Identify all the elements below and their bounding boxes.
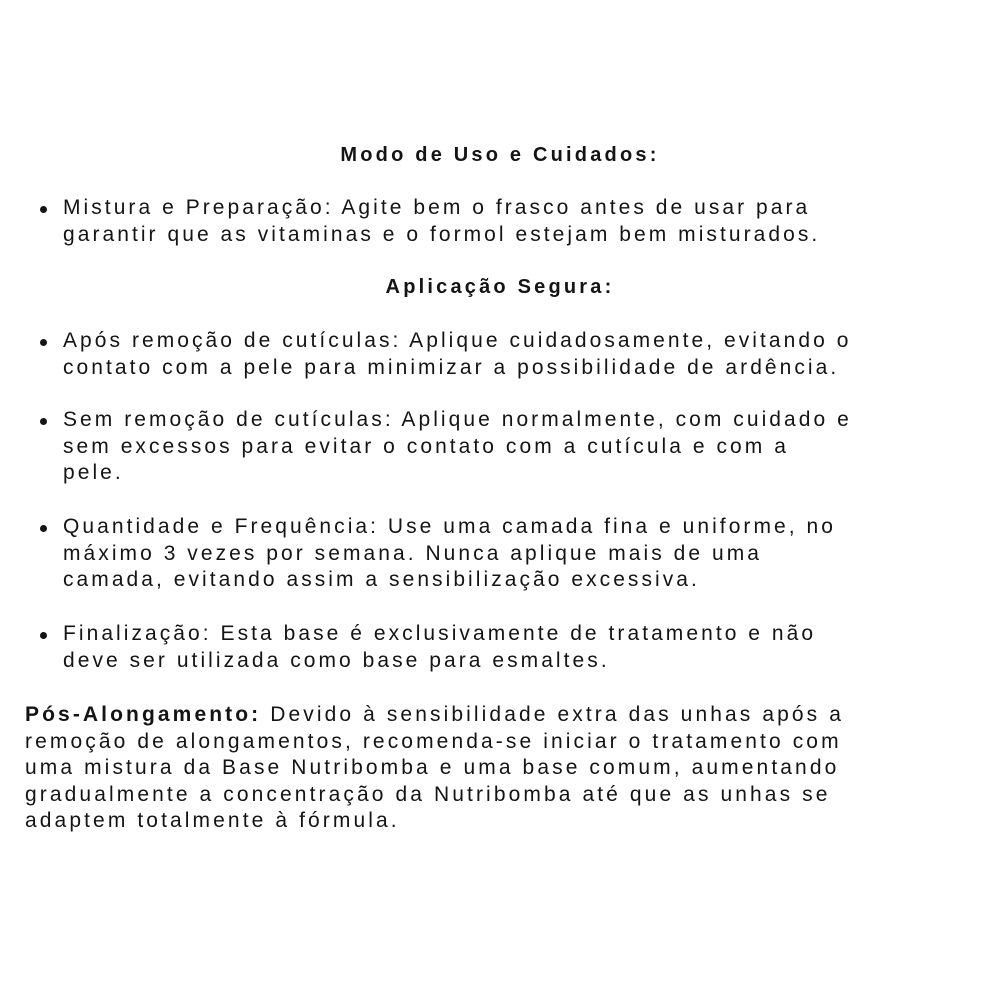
list-item-text bbox=[63, 195, 820, 248]
bullet-icon bbox=[40, 339, 47, 346]
bullet-icon bbox=[40, 632, 47, 639]
text-line: contato com a pele para minimizar a possibilidade de ardência. bbox=[63, 355, 840, 379]
text-line: Após remoção de cutículas: Aplique cuidadosamente, evitando o bbox=[63, 329, 852, 352]
list-item-quantity-frequency bbox=[40, 514, 985, 594]
text-line: adaptem totalmente à fórmula. bbox=[25, 809, 400, 832]
text-line: Sem remoção de cutículas: Aplique normalmente, com cuidado e bbox=[63, 408, 852, 431]
text-line: máximo 3 vezes por semana. Nunca aplique mais de uma bbox=[63, 541, 763, 565]
post-extension-label: Pós-Alongamento: bbox=[25, 703, 262, 726]
text-line: garantir que as vitaminas e o formol estejam bem misturados. bbox=[63, 222, 821, 246]
text-line: Mistura e Preparação: Agite bem o frasco antes de usar para bbox=[63, 196, 811, 219]
list-item-text bbox=[63, 328, 851, 381]
list-item-text bbox=[63, 407, 852, 487]
text-line: sem excessos para evitar o contato com a cutícula e com a bbox=[63, 434, 789, 458]
list-item-mixing bbox=[40, 195, 985, 248]
list-item-text bbox=[63, 621, 816, 674]
bullet-icon bbox=[40, 206, 47, 213]
list-item-finishing bbox=[40, 621, 985, 674]
list-item-without-cuticle-removal bbox=[40, 407, 985, 487]
text-line bbox=[25, 702, 985, 729]
text-line: camada, evitando assim a sensibilização excessiva. bbox=[63, 568, 700, 591]
section-title-usage-care: Modo de Uso e Cuidados: bbox=[340, 144, 660, 166]
text-line: Quantidade e Frequência: Use uma camada fina e uniforme, no bbox=[63, 515, 836, 538]
list-item-text bbox=[63, 514, 836, 594]
text-line: Finalização: Esta base é exclusivamente de tratamento e não bbox=[63, 622, 817, 645]
text-line: remoção de alongamentos, recomenda-se iniciar o tratamento com bbox=[25, 729, 842, 753]
text-line: deve ser utilizada como base para esmaltes. bbox=[63, 648, 610, 672]
list-item-after-cuticle-removal bbox=[40, 328, 985, 381]
post-extension-paragraph bbox=[25, 702, 985, 835]
section-title-safe-application: Aplicação Segura: bbox=[385, 276, 615, 298]
bullet-icon bbox=[40, 525, 47, 532]
post-extension-text: Devido à sensibilidade extra das unhas após a bbox=[261, 703, 844, 726]
text-line: pele. bbox=[63, 461, 124, 484]
bullet-icon bbox=[40, 418, 47, 425]
text-line: uma mistura da Base Nutribomba e uma base comum, aumentando bbox=[25, 756, 840, 779]
text-line: gradualmente a concentração da Nutribomba até que as unhas se bbox=[25, 782, 831, 806]
